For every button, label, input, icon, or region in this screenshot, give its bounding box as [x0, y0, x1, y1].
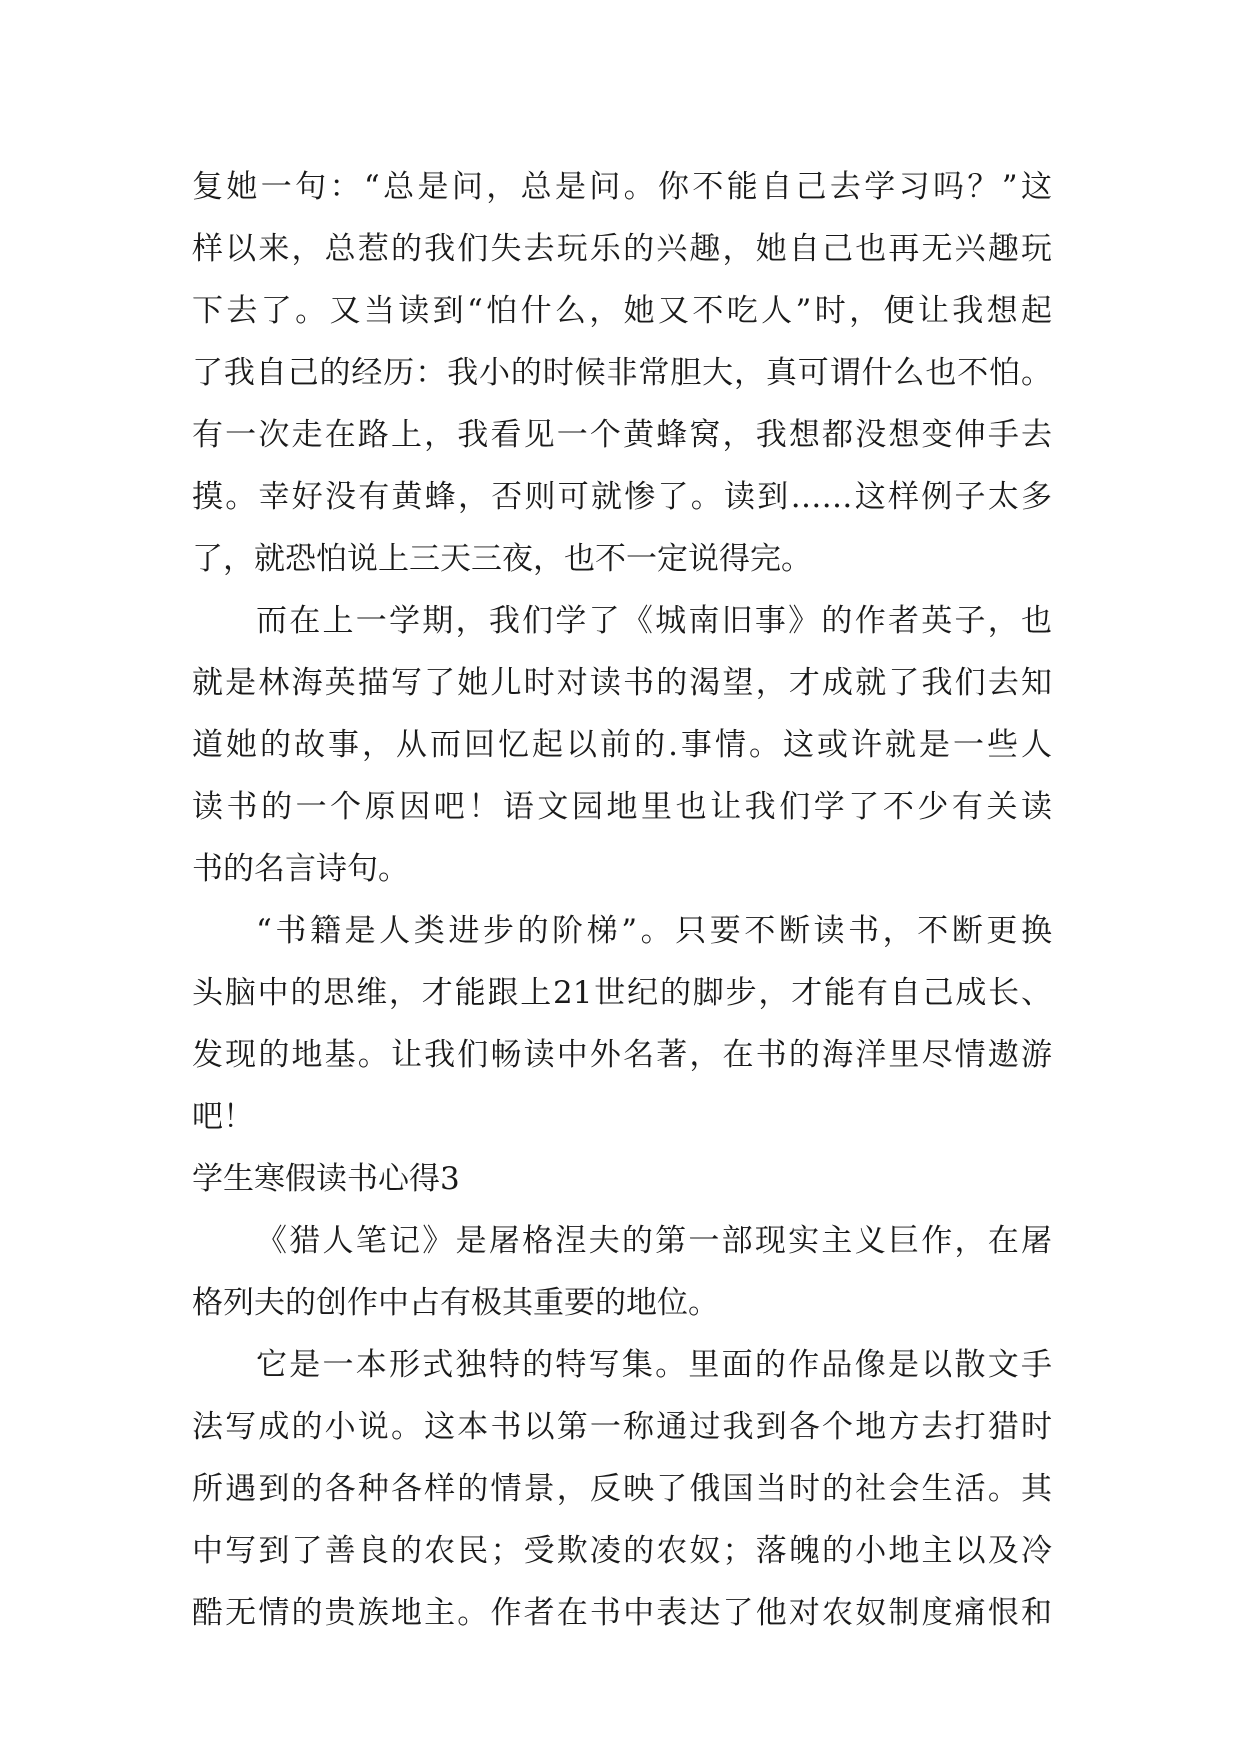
text-line: 了我自己的经历：我小的时候非常胆大，真可谓什么也不怕。 [192, 355, 1052, 391]
text-line: 摸。幸好没有黄蜂，否则可就惨了。读到……这样例子太多 [192, 479, 1052, 515]
text-line: 酷无情的贵族地主。作者在书中表达了他对农奴制度痛恨和 [192, 1595, 1052, 1631]
paragraph-4 [192, 1210, 1052, 1334]
text-line: 头脑中的思维，才能跟上21世纪的脚步，才能有自己成长、 [192, 975, 1052, 1011]
text-line: 《猎人笔记》是屠格涅夫的第一部现实主义巨作，在屠 [256, 1223, 1052, 1259]
text-line: 它是一本形式独特的特写集。里面的作品像是以散文手 [256, 1347, 1052, 1383]
text-line: 就是林海英描写了她儿时对读书的渴望，才成就了我们去知 [192, 665, 1052, 701]
text-line: 下去了。又当读到“怕什么，她又不吃人”时，便让我想起 [192, 293, 1052, 329]
text-line: 所遇到的各种各样的情景，反映了俄国当时的社会生活。其 [192, 1471, 1052, 1507]
paragraph-3 [192, 900, 1052, 1148]
text-line: 样以来，总惹的我们失去玩乐的兴趣，她自己也再无兴趣玩 [192, 231, 1052, 267]
document-body [192, 156, 1052, 1644]
text-line: 格列夫的创作中占有极其重要的地位。 [192, 1285, 719, 1321]
text-line: 吧！ [192, 1099, 254, 1135]
text-line: “书籍是人类进步的阶梯”。只要不断读书，不断更换 [256, 913, 1052, 949]
text-line: 有一次走在路上，我看见一个黄蜂窝，我想都没想变伸手去 [192, 417, 1052, 453]
section-heading: 学生寒假读书心得3 [192, 1161, 460, 1197]
text-line: 而在上一学期，我们学了《城南旧事》的作者英子，也 [256, 603, 1052, 639]
paragraph-5 [192, 1334, 1052, 1644]
text-line: 书的名言诗句。 [192, 851, 409, 887]
text-line: 中写到了善良的农民；受欺凌的农奴；落魄的小地主以及冷 [192, 1533, 1052, 1569]
paragraph-2 [192, 590, 1052, 900]
text-line: 了，就恐怕说上三天三夜，也不一定说得完。 [192, 541, 812, 577]
text-line: 道她的故事，从而回忆起以前的.事情。这或许就是一些人 [192, 727, 1052, 763]
paragraph-1 [192, 156, 1052, 590]
text-line: 法写成的小说。这本书以第一称通过我到各个地方去打猎时 [192, 1409, 1052, 1445]
text-line: 复她一句：“总是问，总是问。你不能自己去学习吗？”这 [192, 169, 1052, 205]
text-line: 读书的一个原因吧！语文园地里也让我们学了不少有关读 [192, 789, 1052, 825]
text-line: 发现的地基。让我们畅读中外名著，在书的海洋里尽情遨游 [192, 1037, 1052, 1073]
